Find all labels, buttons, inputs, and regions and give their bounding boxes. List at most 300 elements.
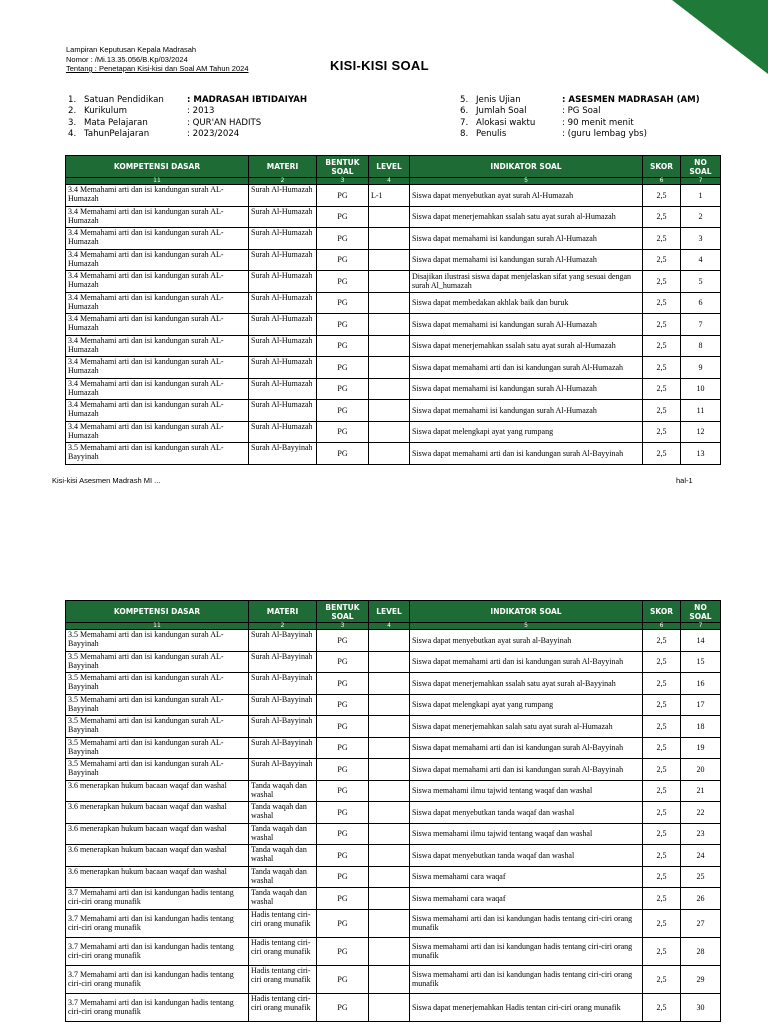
no-soal-cell: 19 <box>681 737 721 759</box>
no-soal-cell: 3 <box>681 228 721 250</box>
bentuk-soal-cell: PG <box>317 630 369 652</box>
column-header: INDIKATOR SOAL <box>410 156 643 178</box>
column-number: 4 <box>369 178 410 185</box>
no-soal-cell: 12 <box>681 421 721 443</box>
bentuk-soal-cell: PG <box>317 314 369 336</box>
level-cell <box>369 357 410 379</box>
meta-num: 7. <box>460 117 469 128</box>
indikator-cell: Siswa dapat menerjemahkan Hadis tentan ciri-ciri orang munafik <box>410 993 643 1021</box>
table-row <box>66 965 721 993</box>
skor-cell: 2,5 <box>643 400 681 422</box>
skor-cell: 2,5 <box>643 823 681 845</box>
materi-cell: Surah Al-Bayyinah <box>249 716 317 738</box>
meta-key: Mata Pelajaran <box>84 117 148 128</box>
indikator-cell: Siswa dapat membedakan akhlak baik dan buruk <box>410 292 643 314</box>
indikator-cell: Siswa dapat melengkapi ayat yang rumpang <box>410 421 643 443</box>
kompetensi-dasar-cell: 3.5 Memahami arti dan isi kandungan surah AL-Bayyinah <box>66 651 249 673</box>
table-row <box>66 335 721 357</box>
kompetensi-dasar-cell: 3.5 Memahami arti dan isi kandungan surah AL-Bayyinah <box>66 630 249 652</box>
table-row <box>66 314 721 336</box>
bentuk-soal-cell: PG <box>317 937 369 965</box>
kompetensi-dasar-cell: 3.7 Memahami arti dan isi kandungan hadis tentang ciri-ciri orang munafik <box>66 909 249 937</box>
bentuk-soal-cell: PG <box>317 737 369 759</box>
bentuk-soal-cell: PG <box>317 400 369 422</box>
footer-left: Kisi-kisi Asesmen Madrash MI ... <box>52 476 161 485</box>
level-cell <box>369 292 410 314</box>
kompetensi-dasar-cell: 3.6 menerapkan hukum bacaan waqaf dan washal <box>66 866 249 888</box>
no-soal-cell: 9 <box>681 357 721 379</box>
header-line: Tentang : Penetapan Kisi-kisi dan Soal AM Tahun 2024 <box>66 64 249 73</box>
no-soal-cell: 29 <box>681 965 721 993</box>
indikator-cell: Siswa dapat menerjemahkan ssalah satu ayat surah al-Humazah <box>410 206 643 228</box>
materi-cell: Surah Al-Humazah <box>249 335 317 357</box>
no-soal-cell: 14 <box>681 630 721 652</box>
skor-cell: 2,5 <box>643 673 681 695</box>
kompetensi-dasar-cell: 3.6 menerapkan hukum bacaan waqaf dan washal <box>66 823 249 845</box>
materi-cell: Surah Al-Humazah <box>249 400 317 422</box>
no-soal-cell: 27 <box>681 909 721 937</box>
header-line: Nomor : /Mi.13.35.056/B.Kp/03/2024 <box>66 54 188 64</box>
meta-value: : ASESMEN MADRASAH (AM) <box>562 95 700 105</box>
column-number: 11 <box>66 623 249 630</box>
meta-num: 8. <box>460 128 469 139</box>
level-cell <box>369 993 410 1021</box>
header-line: Lampiran Keputusan Kepala Madrasah <box>66 45 197 54</box>
level-cell <box>369 443 410 465</box>
materi-cell: Surah Al-Humazah <box>249 185 317 207</box>
bentuk-soal-cell: PG <box>317 292 369 314</box>
table-row <box>66 737 721 759</box>
skor-cell: 2,5 <box>643 421 681 443</box>
bentuk-soal-cell: PG <box>317 780 369 802</box>
table-row <box>66 357 721 379</box>
kompetensi-dasar-cell: 3.6 menerapkan hukum bacaan waqaf dan washal <box>66 780 249 802</box>
column-header: NO SOAL <box>681 156 721 178</box>
document-title: KISI-KISI SOAL <box>330 58 429 73</box>
column-header: BENTUK SOAL <box>317 156 369 178</box>
meta-row <box>460 118 700 129</box>
table-row <box>66 421 721 443</box>
kompetensi-dasar-cell: 3.4 Memahami arti dan isi kandungan surah AL-Humazah <box>66 271 249 293</box>
meta-row <box>460 129 700 140</box>
indikator-cell: Siswa dapat memahami arti dan isi kandungan surah Al-Bayyinah <box>410 443 643 465</box>
no-soal-cell: 15 <box>681 651 721 673</box>
bentuk-soal-cell: PG <box>317 378 369 400</box>
level-cell <box>369 888 410 910</box>
table-row <box>66 802 721 824</box>
level-cell <box>369 249 410 271</box>
indikator-cell: Siswa dapat menerjemahkan ssalah satu ayat surah al-Humazah <box>410 335 643 357</box>
meta-row <box>68 129 307 140</box>
table-row <box>66 845 721 867</box>
materi-cell: Surah Al-Humazah <box>249 206 317 228</box>
meta-value: : 2013 <box>187 106 215 117</box>
meta-left <box>68 95 307 140</box>
level-cell <box>369 651 410 673</box>
level-cell <box>369 400 410 422</box>
level-cell <box>369 228 410 250</box>
level-cell <box>369 314 410 336</box>
column-header: NO SOAL <box>681 601 721 623</box>
bentuk-soal-cell: PG <box>317 228 369 250</box>
materi-cell: Surah Al-Bayyinah <box>249 443 317 465</box>
indikator-cell: Siswa dapat melengkapi ayat yang rumpang <box>410 694 643 716</box>
bentuk-soal-cell: PG <box>317 993 369 1021</box>
no-soal-cell: 13 <box>681 443 721 465</box>
no-soal-cell: 11 <box>681 400 721 422</box>
indikator-cell: Siswa memahami ilmu tajwid tentang waqaf dan washal <box>410 780 643 802</box>
indikator-cell: Siswa dapat menerjemahkan ssalah satu ayat surah al-Bayyinah <box>410 673 643 695</box>
materi-cell: Surah Al-Humazah <box>249 271 317 293</box>
no-soal-cell: 23 <box>681 823 721 845</box>
indikator-cell: Siswa dapat memahami isi kandungan surah Al-Humazah <box>410 314 643 336</box>
indikator-cell: Siswa dapat memahami arti dan isi kandungan surah Al-Bayyinah <box>410 651 643 673</box>
header-block <box>66 45 249 74</box>
skor-cell: 2,5 <box>643 716 681 738</box>
indikator-cell: Siswa dapat memahami isi kandungan surah Al-Humazah <box>410 228 643 250</box>
table-row <box>66 185 721 207</box>
no-soal-cell: 21 <box>681 780 721 802</box>
materi-cell: Hadis tentang ciri-ciri orang munafik <box>249 937 317 965</box>
meta-num: 1. <box>68 95 77 105</box>
level-cell <box>369 965 410 993</box>
table-row <box>66 823 721 845</box>
table-row <box>66 249 721 271</box>
column-number: 3 <box>317 178 369 185</box>
column-number: 2 <box>249 178 317 185</box>
materi-cell: Hadis tentang ciri-ciri orang munafik <box>249 993 317 1021</box>
skor-cell: 2,5 <box>643 314 681 336</box>
level-cell <box>369 378 410 400</box>
bentuk-soal-cell: PG <box>317 673 369 695</box>
column-number: 7 <box>681 178 721 185</box>
no-soal-cell: 17 <box>681 694 721 716</box>
no-soal-cell: 18 <box>681 716 721 738</box>
kompetensi-dasar-cell: 3.5 Memahami arti dan isi kandungan surah AL-Bayyinah <box>66 716 249 738</box>
no-soal-cell: 22 <box>681 802 721 824</box>
bentuk-soal-cell: PG <box>317 802 369 824</box>
level-cell <box>369 271 410 293</box>
table-row <box>66 443 721 465</box>
level-cell <box>369 845 410 867</box>
skor-cell: 2,5 <box>643 651 681 673</box>
table-row <box>66 993 721 1021</box>
kompetensi-dasar-cell: 3.4 Memahami arti dan isi kandungan surah AL-Humazah <box>66 206 249 228</box>
meta-value: : (guru lembag ybs) <box>562 128 647 139</box>
column-number: 4 <box>369 623 410 630</box>
column-number-row <box>66 178 721 185</box>
materi-cell: Surah Al-Humazah <box>249 357 317 379</box>
table-row <box>66 937 721 965</box>
bentuk-soal-cell: PG <box>317 651 369 673</box>
kompetensi-dasar-cell: 3.5 Memahami arti dan isi kandungan surah AL-Bayyinah <box>66 443 249 465</box>
kompetensi-dasar-cell: 3.4 Memahami arti dan isi kandungan surah AL-Humazah <box>66 421 249 443</box>
no-soal-cell: 10 <box>681 378 721 400</box>
materi-cell: Surah Al-Humazah <box>249 421 317 443</box>
no-soal-cell: 7 <box>681 314 721 336</box>
kisi-table-page2 <box>65 600 721 1022</box>
bentuk-soal-cell: PG <box>317 965 369 993</box>
meta-num: 6. <box>460 106 469 117</box>
table-row <box>66 292 721 314</box>
column-header: KOMPETENSI DASAR <box>66 601 249 623</box>
meta-row <box>460 106 700 117</box>
table-row <box>66 909 721 937</box>
materi-cell: Surah Al-Humazah <box>249 292 317 314</box>
no-soal-cell: 6 <box>681 292 721 314</box>
materi-cell: Surah Al-Bayyinah <box>249 737 317 759</box>
column-number-row <box>66 623 721 630</box>
column-header: SKOR <box>643 601 681 623</box>
materi-cell: Tanda waqah dan washal <box>249 888 317 910</box>
bentuk-soal-cell: PG <box>317 909 369 937</box>
column-number: 7 <box>681 623 721 630</box>
indikator-cell: Siswa dapat menyebutkan ayat surah al-Bayyinah <box>410 630 643 652</box>
table-row <box>66 888 721 910</box>
no-soal-cell: 8 <box>681 335 721 357</box>
skor-cell: 2,5 <box>643 993 681 1021</box>
indikator-cell: Siswa dapat memahami arti dan isi kandungan surah Al-Humazah <box>410 357 643 379</box>
level-cell <box>369 421 410 443</box>
bentuk-soal-cell: PG <box>317 357 369 379</box>
meta-key: Satuan Pendidikan <box>84 95 164 105</box>
bentuk-soal-cell: PG <box>317 185 369 207</box>
materi-cell: Tanda waqah dan washal <box>249 823 317 845</box>
kompetensi-dasar-cell: 3.5 Memahami arti dan isi kandungan surah AL-Bayyinah <box>66 737 249 759</box>
table-row <box>66 400 721 422</box>
skor-cell: 2,5 <box>643 630 681 652</box>
kompetensi-dasar-cell: 3.7 Memahami arti dan isi kandungan hadis tentang ciri-ciri orang munafik <box>66 888 249 910</box>
kompetensi-dasar-cell: 3.4 Memahami arti dan isi kandungan surah AL-Humazah <box>66 357 249 379</box>
column-number: 2 <box>249 623 317 630</box>
bentuk-soal-cell: PG <box>317 716 369 738</box>
level-cell <box>369 937 410 965</box>
skor-cell: 2,5 <box>643 759 681 781</box>
meta-key: Penulis <box>476 128 507 139</box>
skor-cell: 2,5 <box>643 845 681 867</box>
table-row <box>66 630 721 652</box>
skor-cell: 2,5 <box>643 888 681 910</box>
no-soal-cell: 1 <box>681 185 721 207</box>
column-header: LEVEL <box>369 156 410 178</box>
column-number: 6 <box>643 623 681 630</box>
no-soal-cell: 28 <box>681 937 721 965</box>
column-number: 5 <box>410 623 643 630</box>
level-cell <box>369 335 410 357</box>
table-row <box>66 716 721 738</box>
meta-num: 5. <box>460 95 469 105</box>
meta-value: : MADRASAH IBTIDAIYAH <box>187 95 308 105</box>
materi-cell: Tanda waqah dan washal <box>249 845 317 867</box>
kompetensi-dasar-cell: 3.4 Memahami arti dan isi kandungan surah AL-Humazah <box>66 400 249 422</box>
materi-cell: Surah Al-Humazah <box>249 249 317 271</box>
meta-row <box>460 95 700 106</box>
meta-num: 4. <box>68 128 77 139</box>
level-cell <box>369 802 410 824</box>
skor-cell: 2,5 <box>643 965 681 993</box>
bentuk-soal-cell: PG <box>317 443 369 465</box>
bentuk-soal-cell: PG <box>317 759 369 781</box>
column-header: MATERI <box>249 156 317 178</box>
indikator-cell: Siswa memahami arti dan isi kandungan hadis tentang ciri-ciri orang munafik <box>410 965 643 993</box>
materi-cell: Surah Al-Bayyinah <box>249 673 317 695</box>
bentuk-soal-cell: PG <box>317 845 369 867</box>
no-soal-cell: 2 <box>681 206 721 228</box>
meta-key: Jenis Ujian <box>476 95 521 105</box>
table-row <box>66 673 721 695</box>
level-cell <box>369 909 410 937</box>
no-soal-cell: 4 <box>681 249 721 271</box>
bentuk-soal-cell: PG <box>317 206 369 228</box>
indikator-cell: Disajikan ilustrasi siswa dapat menjelaskan sifat yang sesuai dengan surah Al_humazah <box>410 271 643 293</box>
indikator-cell: Siswa dapat memahami isi kandungan surah Al-Humazah <box>410 400 643 422</box>
kompetensi-dasar-cell: 3.5 Memahami arti dan isi kandungan surah AL-Bayyinah <box>66 694 249 716</box>
no-soal-cell: 20 <box>681 759 721 781</box>
meta-key: TahunPelajaran <box>84 128 150 139</box>
meta-row <box>68 106 307 117</box>
table-row <box>66 271 721 293</box>
skor-cell: 2,5 <box>643 185 681 207</box>
bentuk-soal-cell: PG <box>317 823 369 845</box>
skor-cell: 2,5 <box>643 249 681 271</box>
kompetensi-dasar-cell: 3.4 Memahami arti dan isi kandungan surah AL-Humazah <box>66 335 249 357</box>
materi-cell: Surah Al-Humazah <box>249 228 317 250</box>
skor-cell: 2,5 <box>643 206 681 228</box>
no-soal-cell: 24 <box>681 845 721 867</box>
materi-cell: Surah Al-Bayyinah <box>249 759 317 781</box>
corner-decoration <box>672 0 768 74</box>
kompetensi-dasar-cell: 3.4 Memahami arti dan isi kandungan surah AL-Humazah <box>66 292 249 314</box>
kompetensi-dasar-cell: 3.7 Memahami arti dan isi kandungan hadis tentang ciri-ciri orang munafik <box>66 993 249 1021</box>
meta-row <box>68 95 307 106</box>
kompetensi-dasar-cell: 3.4 Memahami arti dan isi kandungan surah AL-Humazah <box>66 185 249 207</box>
indikator-cell: Siswa dapat menyebutkan ayat surah Al-Humazah <box>410 185 643 207</box>
header-row <box>66 601 721 623</box>
kompetensi-dasar-cell: 3.4 Memahami arti dan isi kandungan surah AL-Humazah <box>66 314 249 336</box>
bentuk-soal-cell: PG <box>317 421 369 443</box>
column-header: MATERI <box>249 601 317 623</box>
kisi-table-page1 <box>65 155 721 465</box>
indikator-cell: Siswa memahami ilmu tajwid tentang waqaf dan washal <box>410 823 643 845</box>
no-soal-cell: 30 <box>681 993 721 1021</box>
column-header: SKOR <box>643 156 681 178</box>
page-number: hal-1 <box>676 476 693 485</box>
materi-cell: Surah Al-Bayyinah <box>249 651 317 673</box>
materi-cell: Surah Al-Bayyinah <box>249 630 317 652</box>
meta-key: Jumlah Soal <box>476 106 527 117</box>
no-soal-cell: 25 <box>681 866 721 888</box>
kompetensi-dasar-cell: 3.7 Memahami arti dan isi kandungan hadis tentang ciri-ciri orang munafik <box>66 965 249 993</box>
indikator-cell: Siswa dapat memahami isi kandungan surah Al-Humazah <box>410 378 643 400</box>
materi-cell: Hadis tentang ciri-ciri orang munafik <box>249 909 317 937</box>
level-cell <box>369 780 410 802</box>
skor-cell: 2,5 <box>643 443 681 465</box>
level-cell <box>369 716 410 738</box>
column-header: BENTUK SOAL <box>317 601 369 623</box>
column-header: KOMPETENSI DASAR <box>66 156 249 178</box>
skor-cell: 2,5 <box>643 335 681 357</box>
bentuk-soal-cell: PG <box>317 335 369 357</box>
materi-cell: Surah Al-Bayyinah <box>249 694 317 716</box>
meta-row <box>68 118 307 129</box>
skor-cell: 2,5 <box>643 694 681 716</box>
indikator-cell: Siswa memahami arti dan isi kandungan hadis tentang ciri-ciri orang munafik <box>410 937 643 965</box>
level-cell: L-1 <box>369 185 410 207</box>
indikator-cell: Siswa dapat menerjemahkan salah satu ayat surah al-Humazah <box>410 716 643 738</box>
no-soal-cell: 5 <box>681 271 721 293</box>
table-row <box>66 780 721 802</box>
level-cell <box>369 673 410 695</box>
indikator-cell: Siswa dapat memahami isi kandungan surah Al-Humazah <box>410 249 643 271</box>
table-row <box>66 759 721 781</box>
meta-num: 2. <box>68 106 77 117</box>
materi-cell: Tanda waqah dan washal <box>249 780 317 802</box>
meta-value: : 90 menit menit <box>562 117 634 128</box>
materi-cell: Tanda waqah dan washal <box>249 866 317 888</box>
level-cell <box>369 737 410 759</box>
indikator-cell: Siswa memahami cara waqaf <box>410 888 643 910</box>
kompetensi-dasar-cell: 3.4 Memahami arti dan isi kandungan surah AL-Humazah <box>66 228 249 250</box>
skor-cell: 2,5 <box>643 228 681 250</box>
kompetensi-dasar-cell: 3.7 Memahami arti dan isi kandungan hadis tentang ciri-ciri orang munafik <box>66 937 249 965</box>
skor-cell: 2,5 <box>643 378 681 400</box>
skor-cell: 2,5 <box>643 357 681 379</box>
column-number: 11 <box>66 178 249 185</box>
column-number: 3 <box>317 623 369 630</box>
kompetensi-dasar-cell: 3.5 Memahami arti dan isi kandungan surah AL-Bayyinah <box>66 673 249 695</box>
bentuk-soal-cell: PG <box>317 694 369 716</box>
table-row <box>66 866 721 888</box>
bentuk-soal-cell: PG <box>317 249 369 271</box>
kompetensi-dasar-cell: 3.4 Memahami arti dan isi kandungan surah AL-Humazah <box>66 249 249 271</box>
meta-key: Kurikulum <box>84 106 127 117</box>
materi-cell: Tanda waqah dan washal <box>249 802 317 824</box>
indikator-cell: Siswa dapat menyebutkan tanda waqaf dan washal <box>410 802 643 824</box>
level-cell <box>369 694 410 716</box>
kompetensi-dasar-cell: 3.4 Memahami arti dan isi kandungan surah AL-Humazah <box>66 378 249 400</box>
indikator-cell: Siswa memahami arti dan isi kandungan hadis tentang ciri-ciri orang munafik <box>410 909 643 937</box>
skor-cell: 2,5 <box>643 802 681 824</box>
skor-cell: 2,5 <box>643 909 681 937</box>
materi-cell: Surah Al-Humazah <box>249 314 317 336</box>
indikator-cell: Siswa dapat menyebutkan tanda waqaf dan washal <box>410 845 643 867</box>
meta-value: : QUR'AN HADITS <box>187 117 262 128</box>
kompetensi-dasar-cell: 3.6 menerapkan hukum bacaan waqaf dan washal <box>66 802 249 824</box>
meta-num: 3. <box>68 117 77 128</box>
skor-cell: 2,5 <box>643 292 681 314</box>
level-cell <box>369 206 410 228</box>
bentuk-soal-cell: PG <box>317 271 369 293</box>
header-row <box>66 156 721 178</box>
meta-right <box>460 95 700 140</box>
table-row <box>66 206 721 228</box>
column-number: 6 <box>643 178 681 185</box>
indikator-cell: Siswa dapat memahami arti dan isi kandungan surah Al-Bayyinah <box>410 737 643 759</box>
level-cell <box>369 630 410 652</box>
no-soal-cell: 16 <box>681 673 721 695</box>
meta-value: : 2023/2024 <box>187 128 240 139</box>
table-row <box>66 651 721 673</box>
meta-value: : PG Soal <box>562 106 601 117</box>
kompetensi-dasar-cell: 3.6 menerapkan hukum bacaan waqaf dan washal <box>66 845 249 867</box>
bentuk-soal-cell: PG <box>317 888 369 910</box>
table-row <box>66 378 721 400</box>
materi-cell: Surah Al-Humazah <box>249 378 317 400</box>
bentuk-soal-cell: PG <box>317 866 369 888</box>
table-row <box>66 228 721 250</box>
level-cell <box>369 866 410 888</box>
meta-key: Alokasi waktu <box>476 117 536 128</box>
